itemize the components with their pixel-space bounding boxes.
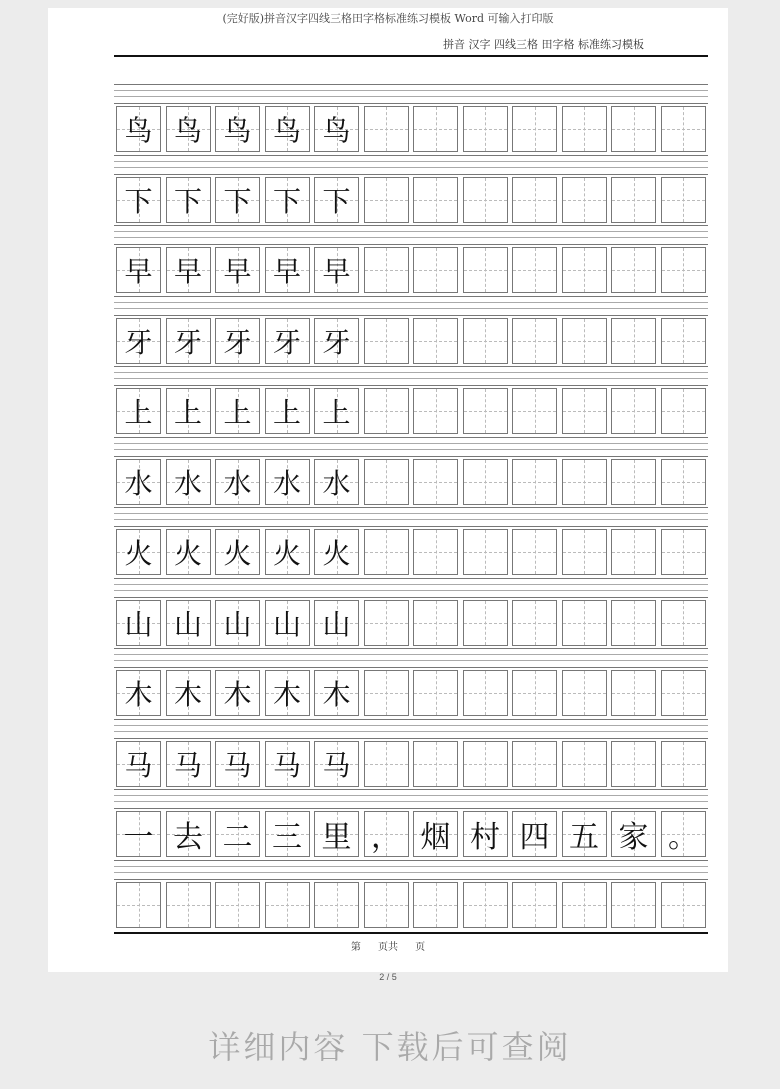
cell-character: ， (371, 820, 401, 855)
tianzige-cell[interactable] (215, 388, 260, 434)
cell-character: 三 (272, 820, 302, 855)
practice-row (114, 366, 708, 438)
cell-character: 五 (569, 820, 599, 855)
tianzige-cell[interactable] (661, 106, 706, 152)
cell-character: 木 (173, 678, 202, 711)
tianzige-cell[interactable] (463, 247, 508, 293)
tianzige-cell[interactable] (364, 388, 409, 434)
cell-character: 山 (223, 607, 252, 641)
tianzige-cell[interactable] (661, 811, 706, 857)
document-page (48, 8, 728, 982)
tianzige-cell[interactable] (562, 318, 607, 364)
tianzige-cell[interactable] (364, 459, 409, 505)
practice-grid (114, 84, 708, 923)
tianzige-cell[interactable] (413, 529, 458, 575)
tianzige-cell[interactable] (314, 882, 359, 928)
cell-character: 马 (124, 748, 153, 782)
cell-character: 山 (173, 607, 202, 641)
tianzige-cell[interactable] (215, 177, 260, 223)
cell-character: 上 (223, 396, 252, 429)
tianzige-cell[interactable] (611, 670, 656, 716)
tianzige-cell[interactable] (364, 529, 409, 575)
tianzige-cell[interactable] (512, 670, 557, 716)
cell-character: 马 (223, 748, 252, 782)
tianzige-cell[interactable] (364, 247, 409, 293)
tianzige-cell[interactable] (463, 882, 508, 928)
tianzige-cell[interactable] (364, 177, 409, 223)
cell-character: 下 (322, 184, 351, 218)
tianzige-cell[interactable] (512, 177, 557, 223)
cell-character: 火 (124, 537, 153, 570)
tianzige-cell[interactable] (463, 529, 508, 575)
cell-character: 马 (272, 748, 301, 782)
tianzige-cell[interactable] (166, 600, 211, 646)
practice-row (114, 719, 708, 791)
tianzige-cell[interactable] (166, 529, 211, 575)
tianzige-cell[interactable] (265, 529, 310, 575)
cell-character: 牙 (322, 325, 351, 359)
tianzige-cell[interactable] (413, 600, 458, 646)
tianzige-cell[interactable] (463, 811, 508, 857)
pinyin-four-line (114, 860, 708, 880)
tianzige-cell[interactable] (215, 741, 260, 787)
tianzige-cell[interactable] (265, 106, 310, 152)
tianzige-cell[interactable] (661, 388, 706, 434)
cell-character: 早 (223, 255, 252, 288)
tianzige-cell[interactable] (215, 600, 260, 646)
cell-character: 牙 (173, 325, 202, 359)
tianzige-cell[interactable] (265, 600, 310, 646)
tianzige-cell[interactable] (512, 106, 557, 152)
tianzige-cell[interactable] (611, 388, 656, 434)
tianzige-cell[interactable] (215, 882, 260, 928)
practice-row (114, 648, 708, 720)
pinyin-four-line (114, 84, 708, 104)
tianzige-cell[interactable] (166, 318, 211, 364)
cell-character: 火 (322, 537, 351, 570)
tianzige-cell[interactable] (166, 106, 211, 152)
tianzige-cell[interactable] (364, 318, 409, 364)
cell-character: 家 (618, 820, 649, 855)
cell-character: 二 (222, 820, 253, 855)
tianzige-cell[interactable] (413, 318, 458, 364)
tianzige-cell[interactable] (265, 459, 310, 505)
tianzige-cell[interactable] (413, 741, 458, 787)
tianzige-cell[interactable] (215, 247, 260, 293)
cell-character: 下 (124, 184, 153, 218)
tianzige-cell[interactable] (611, 529, 656, 575)
tianzige-cell[interactable] (463, 600, 508, 646)
cell-character: 山 (124, 607, 153, 641)
tianzige-cell[interactable] (512, 388, 557, 434)
tianzige-cell[interactable] (166, 670, 211, 716)
tianzige-cell[interactable] (413, 388, 458, 434)
tianzige-cell[interactable] (661, 670, 706, 716)
tianzige-cell[interactable] (265, 670, 310, 716)
tianzige-cell[interactable] (215, 318, 260, 364)
tianzige-cell[interactable] (562, 529, 607, 575)
cell-character: 火 (272, 537, 301, 570)
header-tags: 拼音 汉字 四线三格 田字格 标准练习模板 (443, 38, 644, 51)
tianzige-cell[interactable] (463, 177, 508, 223)
cell-character: 里 (321, 820, 352, 855)
tianzige-cell[interactable] (413, 459, 458, 505)
tianzige-cell[interactable] (562, 177, 607, 223)
practice-row (114, 578, 708, 650)
cell-character: 早 (124, 255, 153, 288)
tianzige-cell[interactable] (166, 882, 211, 928)
tianzige-cell[interactable] (661, 529, 706, 575)
page-indicator: 2 / 5 (379, 972, 397, 982)
tianzige-cell[interactable] (265, 177, 310, 223)
tianzige-cell[interactable] (265, 741, 310, 787)
tianzige-cell[interactable] (314, 670, 359, 716)
tianzige-cell[interactable] (611, 106, 656, 152)
tianzige-cell[interactable] (364, 670, 409, 716)
tianzige-cell[interactable] (661, 318, 706, 364)
practice-row (114, 860, 708, 932)
tianzige-cell[interactable] (512, 318, 557, 364)
tianzige-cell[interactable] (661, 459, 706, 505)
download-banner: 详细内容 下载后可查阅 (208, 1028, 572, 1066)
tianzige-cell[interactable] (512, 882, 557, 928)
cell-character: 水 (173, 466, 202, 500)
tianzige-cell[interactable] (314, 459, 359, 505)
tianzige-cell[interactable] (512, 247, 557, 293)
cell-character: 四 (519, 820, 550, 855)
tianzige-cell[interactable] (116, 318, 161, 364)
tianzige-cell[interactable] (314, 388, 359, 434)
tianzige-cell[interactable] (661, 741, 706, 787)
practice-row (114, 225, 708, 297)
tianzige-cell[interactable] (611, 600, 656, 646)
document-title: (完好版)拼音汉字四线三格田字格标准练习模板 Word 可输入打印版 (222, 12, 554, 25)
cell-character: 上 (322, 396, 351, 429)
pinyin-four-line (114, 719, 708, 739)
tianzige-cell[interactable] (413, 811, 458, 857)
practice-row (114, 789, 708, 861)
cell-character: 山 (272, 607, 301, 641)
cell-character: 鸟 (124, 114, 153, 147)
cell-character: 下 (272, 184, 301, 218)
tianzige-cell[interactable] (413, 882, 458, 928)
pinyin-four-line (114, 437, 708, 457)
tianzige-cell[interactable] (166, 388, 211, 434)
cell-character: 牙 (124, 325, 153, 359)
cell-character: 木 (322, 678, 351, 711)
cell-character: 水 (124, 466, 153, 500)
cell-character: 上 (173, 396, 202, 429)
tianzige-cell[interactable] (562, 388, 607, 434)
tianzige-cell[interactable] (116, 600, 161, 646)
cell-character: 上 (124, 396, 153, 429)
tianzige-cell[interactable] (215, 459, 260, 505)
page-number-label: 第 页共 页 (350, 942, 426, 953)
tianzige-cell[interactable] (562, 811, 607, 857)
tianzige-cell[interactable] (661, 177, 706, 223)
cell-character: 一 (123, 820, 154, 855)
tianzige-cell[interactable] (215, 670, 260, 716)
cell-character: 水 (223, 466, 252, 500)
tianzige-cell[interactable] (166, 247, 211, 293)
tianzige-cell[interactable] (562, 741, 607, 787)
tianzige-cell[interactable] (166, 177, 211, 223)
tianzige-cell[interactable] (215, 529, 260, 575)
cell-character: 早 (322, 255, 351, 288)
tianzige-cell[interactable] (661, 600, 706, 646)
pinyin-four-line (114, 648, 708, 668)
cell-character: 早 (272, 255, 301, 288)
pinyin-four-line (114, 225, 708, 245)
tianzige-cell[interactable] (611, 882, 656, 928)
cell-character: 鸟 (322, 114, 351, 147)
cell-character: 去 (173, 820, 203, 855)
tianzige-cell[interactable] (562, 882, 607, 928)
tianzige-cell[interactable] (512, 529, 557, 575)
tianzige-cell[interactable] (562, 670, 607, 716)
cell-character: 下 (223, 184, 252, 218)
cell-character: 鸟 (173, 114, 202, 147)
pinyin-four-line (114, 578, 708, 598)
tianzige-cell[interactable] (166, 459, 211, 505)
cell-character: 火 (173, 537, 202, 570)
header-rule (114, 55, 708, 57)
cell-character: 鸟 (223, 114, 252, 147)
tianzige-cell[interactable] (512, 600, 557, 646)
pinyin-four-line (114, 296, 708, 316)
tianzige-cell[interactable] (413, 177, 458, 223)
tianzige-cell[interactable] (265, 388, 310, 434)
practice-row (114, 437, 708, 509)
cell-character: 水 (272, 466, 301, 500)
tianzige-cell[interactable] (364, 882, 409, 928)
cell-character: 水 (322, 466, 351, 500)
tianzige-cell[interactable] (166, 741, 211, 787)
tianzige-cell[interactable] (661, 882, 706, 928)
cell-character: 木 (124, 678, 153, 711)
tianzige-cell[interactable] (413, 670, 458, 716)
tianzige-cell[interactable] (314, 600, 359, 646)
tianzige-cell[interactable] (314, 741, 359, 787)
tianzige-cell[interactable] (512, 811, 557, 857)
tianzige-cell[interactable] (166, 811, 211, 857)
tianzige-cell[interactable] (314, 106, 359, 152)
tianzige-cell[interactable] (265, 811, 310, 857)
tianzige-cell[interactable] (265, 882, 310, 928)
tianzige-cell[interactable] (463, 318, 508, 364)
tianzige-cell[interactable] (562, 459, 607, 505)
cell-character: 牙 (272, 325, 301, 359)
cell-character: 早 (173, 255, 202, 288)
tianzige-cell[interactable] (463, 106, 508, 152)
tianzige-cell[interactable] (463, 388, 508, 434)
tianzige-cell[interactable] (413, 247, 458, 293)
tianzige-cell[interactable] (463, 670, 508, 716)
tianzige-cell[interactable] (314, 529, 359, 575)
tianzige-cell[interactable] (562, 600, 607, 646)
tianzige-cell[interactable] (265, 247, 310, 293)
tianzige-cell[interactable] (314, 811, 359, 857)
tianzige-cell[interactable] (116, 741, 161, 787)
tianzige-cell[interactable] (611, 177, 656, 223)
cell-character: 鸟 (272, 114, 301, 147)
cell-character: 马 (173, 748, 202, 782)
tianzige-cell[interactable] (314, 247, 359, 293)
pinyin-four-line (114, 366, 708, 386)
tianzige-cell[interactable] (215, 106, 260, 152)
practice-row (114, 155, 708, 227)
tianzige-cell[interactable] (512, 741, 557, 787)
tianzige-cell[interactable] (611, 318, 656, 364)
tianzige-cell[interactable] (116, 670, 161, 716)
cell-character: 下 (173, 184, 202, 218)
tianzige-cell[interactable] (512, 459, 557, 505)
tianzige-cell[interactable] (364, 106, 409, 152)
tianzige-cell[interactable] (611, 811, 656, 857)
pinyin-four-line (114, 507, 708, 527)
tianzige-cell[interactable] (116, 247, 161, 293)
cell-character: 村 (470, 820, 500, 855)
tianzige-cell[interactable] (116, 459, 161, 505)
pinyin-four-line (114, 155, 708, 175)
tianzige-cell[interactable] (413, 106, 458, 152)
tianzige-cell[interactable] (364, 811, 409, 857)
footer-rule (114, 932, 708, 934)
tianzige-cell[interactable] (215, 811, 260, 857)
tianzige-cell[interactable] (611, 459, 656, 505)
tianzige-cell[interactable] (265, 318, 310, 364)
tianzige-cell[interactable] (611, 247, 656, 293)
tianzige-cell[interactable] (562, 106, 607, 152)
tianzige-cell[interactable] (116, 529, 161, 575)
pinyin-four-line (114, 789, 708, 809)
cell-character: 烟 (420, 820, 451, 855)
tianzige-cell[interactable] (463, 459, 508, 505)
tianzige-cell[interactable] (116, 388, 161, 434)
tianzige-cell[interactable] (314, 318, 359, 364)
practice-row (114, 296, 708, 368)
cell-character: 上 (272, 396, 301, 429)
tianzige-cell[interactable] (116, 882, 161, 928)
cell-character: 木 (272, 678, 301, 711)
tianzige-cell[interactable] (116, 106, 161, 152)
cell-character: 。 (668, 820, 698, 855)
cell-character: 马 (322, 748, 351, 782)
tianzige-cell[interactable] (661, 247, 706, 293)
practice-row (114, 507, 708, 579)
cell-character: 木 (223, 678, 252, 711)
tianzige-cell[interactable] (364, 600, 409, 646)
tianzige-cell[interactable] (116, 811, 161, 857)
cell-character: 火 (223, 537, 252, 570)
practice-row (114, 84, 708, 156)
tianzige-cell[interactable] (314, 177, 359, 223)
cell-character: 山 (322, 607, 351, 641)
tianzige-cell[interactable] (116, 177, 161, 223)
cell-character: 牙 (223, 325, 252, 359)
tianzige-cell[interactable] (463, 741, 508, 787)
tianzige-cell[interactable] (364, 741, 409, 787)
tianzige-cell[interactable] (611, 741, 656, 787)
tianzige-cell[interactable] (562, 247, 607, 293)
